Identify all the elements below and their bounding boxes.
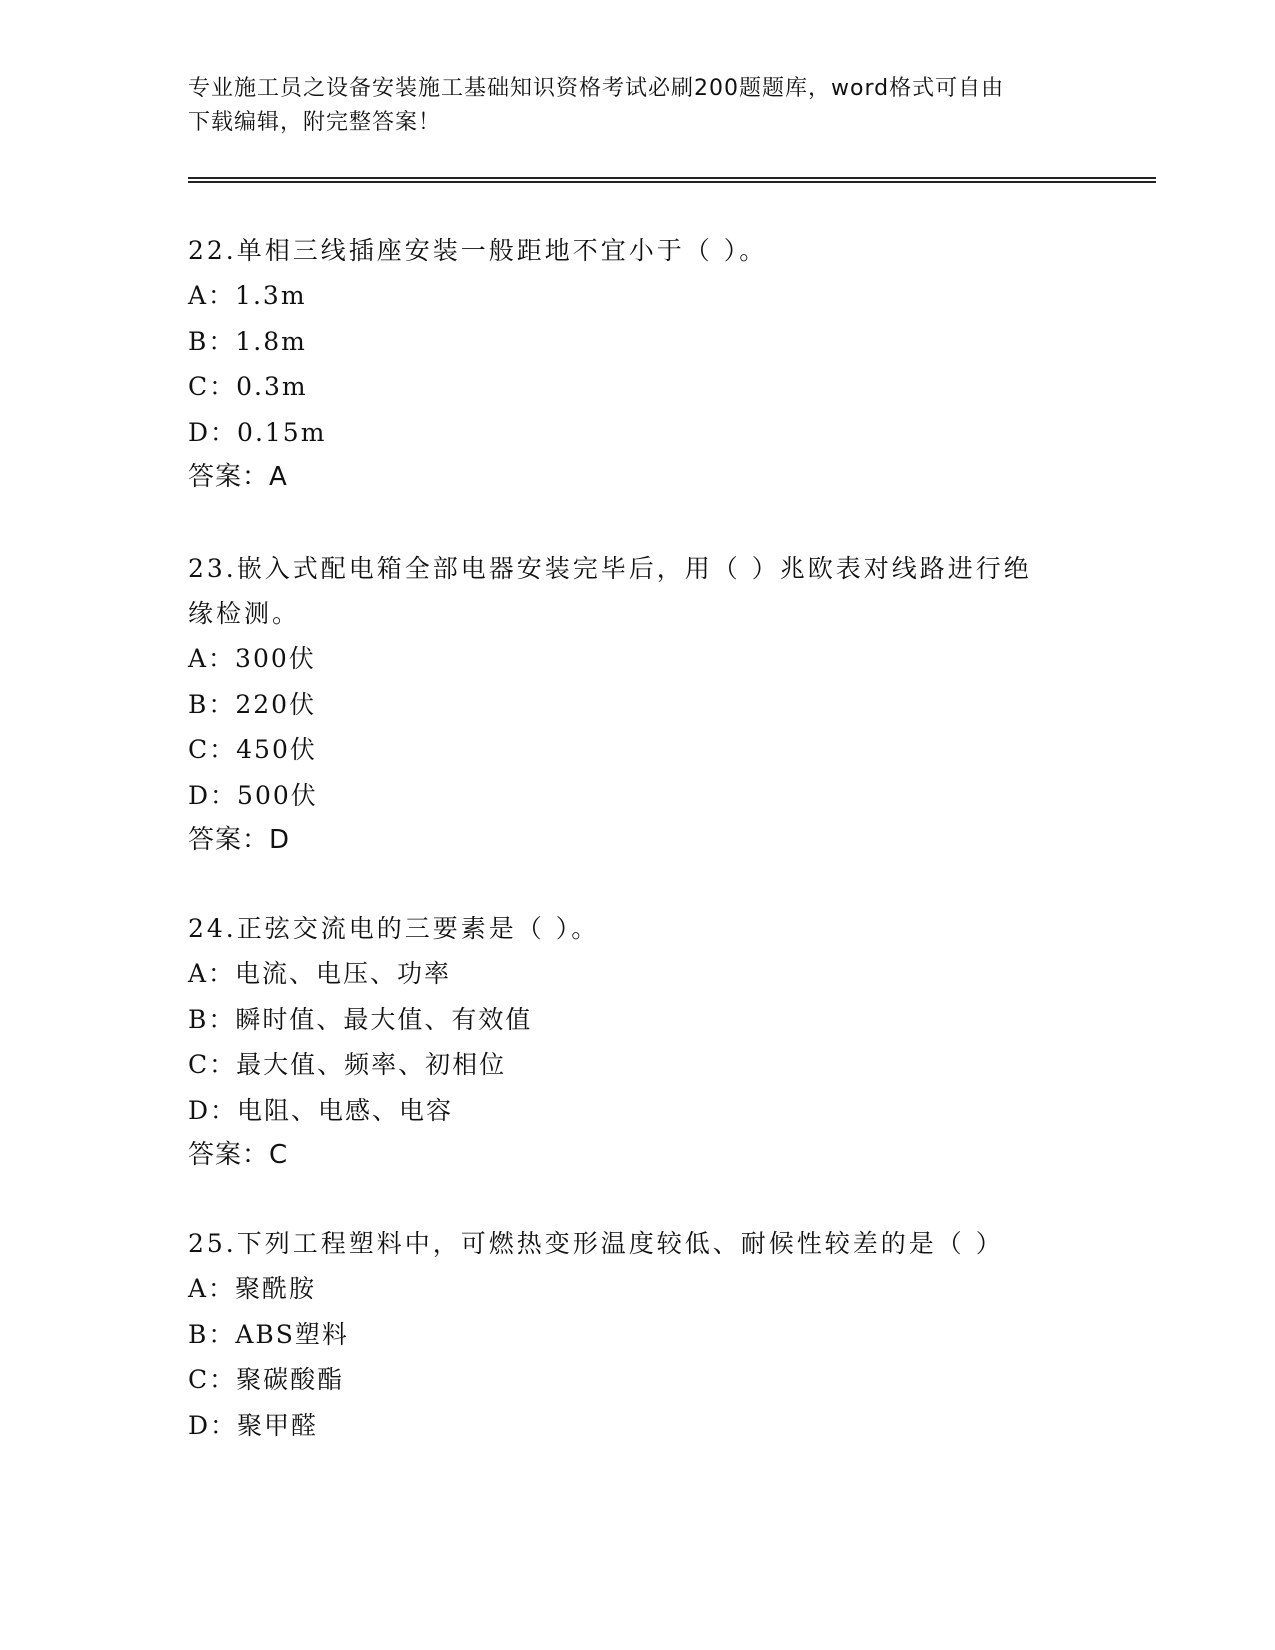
question-23 [188, 546, 1088, 863]
header-divider [188, 177, 1156, 183]
question-stem: 23.嵌入式配电箱全部电器安装完毕后，用（ ）兆欧表对线路进行绝 [188, 554, 1032, 583]
question-22 [188, 228, 1088, 500]
option-b: B：220伏 [188, 689, 317, 719]
option-a: A：电流、电压、功率 [188, 959, 452, 988]
header-line-2: 下载编辑，附完整答案！ [188, 110, 442, 135]
answer: 答案：D [188, 825, 291, 855]
question-stem-continued: 缘检测。 [188, 599, 301, 628]
option-d: D：500伏 [188, 780, 318, 810]
option-c: C：最大值、频率、初相位 [188, 1050, 507, 1079]
question-24 [188, 906, 1088, 1178]
option-c: C：聚碳酸酯 [188, 1365, 345, 1394]
option-d: D：0.15m [188, 417, 327, 447]
document-header [188, 72, 1088, 140]
answer: 答案：C [188, 1140, 289, 1170]
option-b: B：瞬时值、最大值、有效值 [188, 1004, 533, 1034]
option-c: C：0.3m [188, 372, 308, 401]
option-a: A：1.3m [188, 281, 307, 310]
question-25 [188, 1221, 1088, 1448]
option-a: A：300伏 [188, 644, 316, 673]
question-stem: 25.下列工程塑料中，可燃热变形温度较低、耐候性较差的是（ ） [188, 1229, 1004, 1258]
header-line-1: 专业施工员之设备安装施工基础知识资格考试必刷200题题库，word格式可自由 [188, 76, 1005, 101]
option-b: B：1.8m [188, 326, 307, 356]
option-d: D：电阻、电感、电容 [188, 1095, 454, 1125]
option-a: A：聚酰胺 [188, 1274, 317, 1303]
option-c: C：450伏 [188, 735, 317, 764]
option-b: B：ABS塑料 [188, 1319, 349, 1349]
option-d: D：聚甲醛 [188, 1410, 319, 1440]
question-stem: 22.单相三线插座安装一般距地不宜小于（ ）。 [188, 236, 768, 265]
question-stem: 24.正弦交流电的三要素是（ ）。 [188, 914, 600, 943]
answer: 答案：A [188, 462, 288, 492]
